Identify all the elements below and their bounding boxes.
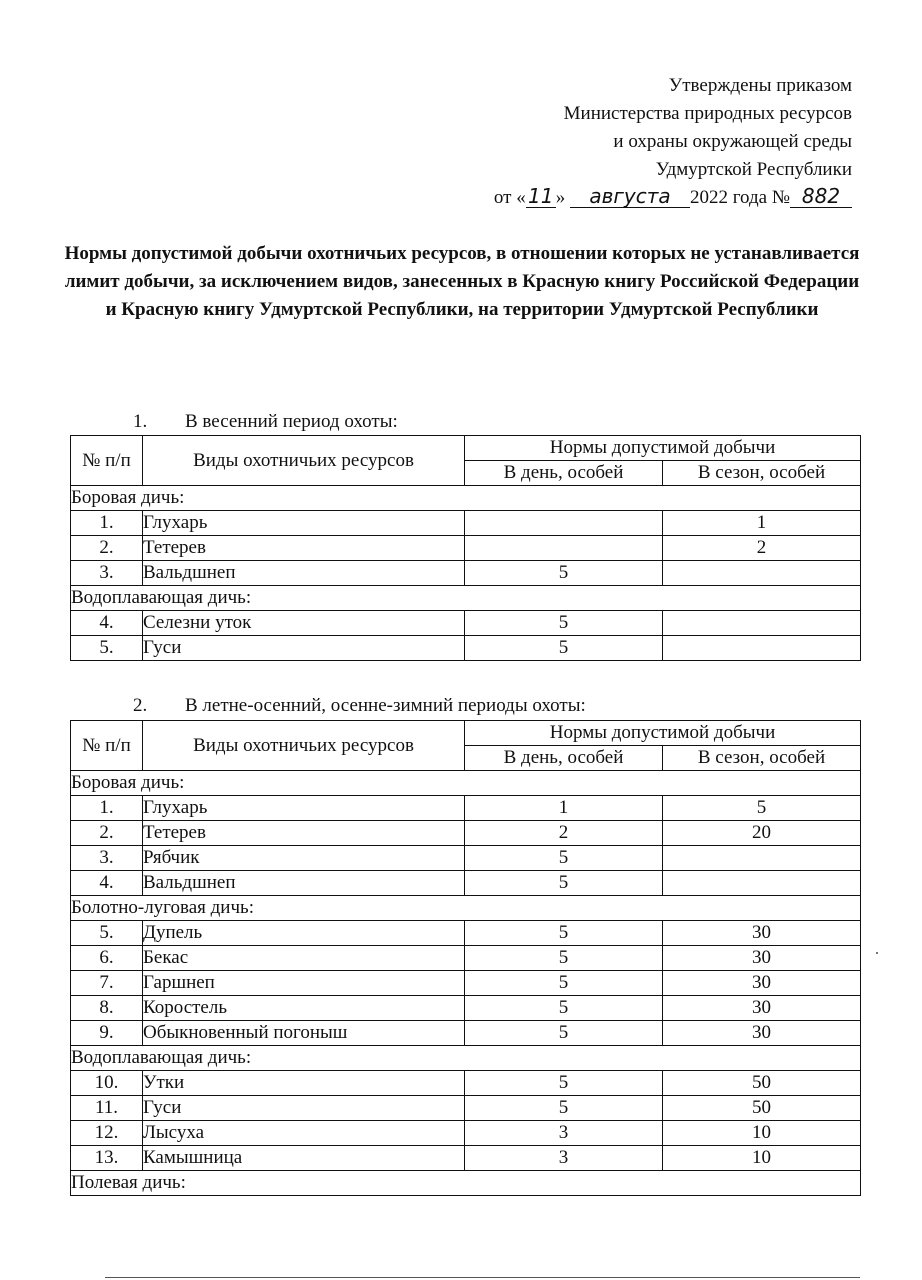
per-season-value: 10 <box>663 1146 861 1171</box>
per-day-value: 3 <box>465 1146 663 1171</box>
species-name: Утки <box>143 1071 465 1096</box>
per-day-value: 5 <box>465 1021 663 1046</box>
species-name: Тетерев <box>143 536 465 561</box>
handwritten-day: 11 <box>526 185 556 208</box>
row-number: 11. <box>71 1096 143 1121</box>
species-name: Глухарь <box>143 796 465 821</box>
row-number: 4. <box>71 611 143 636</box>
per-season-value: 30 <box>663 946 861 971</box>
table-row <box>71 636 861 661</box>
page-edge-line <box>105 1277 860 1278</box>
category-label: Боровая дичь: <box>71 486 861 511</box>
per-day-value: 5 <box>465 846 663 871</box>
category-row <box>71 1171 861 1196</box>
section-2-number: 2. <box>133 695 148 716</box>
species-name: Бекас <box>143 946 465 971</box>
per-day-value: 2 <box>465 821 663 846</box>
header-per-season: В сезон, особей <box>663 461 861 486</box>
header-species: Виды охотничьих ресурсов <box>143 721 465 771</box>
date-mid: » <box>555 187 566 208</box>
species-name: Тетерев <box>143 821 465 846</box>
species-name: Обыкновенный погоныш <box>143 1021 465 1046</box>
header-species: Виды охотничьих ресурсов <box>143 436 465 486</box>
row-number: 5. <box>71 636 143 661</box>
per-day-value: 5 <box>465 1071 663 1096</box>
species-name: Дупель <box>143 921 465 946</box>
species-name: Вальдшнеп <box>143 561 465 586</box>
per-season-value: 30 <box>663 996 861 1021</box>
table-row <box>71 1071 861 1096</box>
category-label: Водоплавающая дичь: <box>71 586 861 611</box>
category-row <box>71 1046 861 1071</box>
table-row <box>71 611 861 636</box>
header-number: № п/п <box>71 721 143 771</box>
species-name: Коростель <box>143 996 465 1021</box>
category-label: Полевая дичь: <box>71 1171 861 1196</box>
per-season-value: 30 <box>663 921 861 946</box>
header-norms: Нормы допустимой добычи <box>465 721 861 746</box>
row-number: 10. <box>71 1071 143 1096</box>
table-row <box>71 1146 861 1171</box>
row-number: 6. <box>71 946 143 971</box>
per-season-value: 2 <box>663 536 861 561</box>
table-row <box>71 536 861 561</box>
approval-block <box>494 72 852 212</box>
per-season-value <box>663 561 861 586</box>
species-name: Гуси <box>143 1096 465 1121</box>
per-season-value <box>663 871 861 896</box>
table-row <box>71 871 861 896</box>
header-number: № п/п <box>71 436 143 486</box>
species-name: Селезни уток <box>143 611 465 636</box>
per-day-value: 5 <box>465 611 663 636</box>
approval-line-2: Министерства природных ресурсов <box>563 103 852 124</box>
category-label: Боровая дичь: <box>71 771 861 796</box>
year-text: 2022 года № <box>689 187 790 208</box>
row-number: 3. <box>71 561 143 586</box>
row-number: 8. <box>71 996 143 1021</box>
species-name: Гуси <box>143 636 465 661</box>
species-name: Камышница <box>143 1146 465 1171</box>
category-row <box>71 586 861 611</box>
header-norms: Нормы допустимой добычи <box>465 436 861 461</box>
table-row <box>71 561 861 586</box>
row-number: 1. <box>71 511 143 536</box>
approval-line-4: Удмуртской Республики <box>655 159 852 180</box>
row-number: 7. <box>71 971 143 996</box>
handwritten-month: августа <box>570 185 690 208</box>
category-label: Болотно-луговая дичь: <box>71 896 861 921</box>
handwritten-order-number: 882 <box>790 185 852 208</box>
spring-norms-table <box>70 435 861 661</box>
category-label: Водоплавающая дичь: <box>71 1046 861 1071</box>
date-prefix: от « <box>493 187 526 208</box>
per-day-value: 5 <box>465 636 663 661</box>
per-season-value: 1 <box>663 511 861 536</box>
table-row <box>71 971 861 996</box>
species-name: Глухарь <box>143 511 465 536</box>
section-1-number: 1. <box>133 411 148 432</box>
per-day-value: 5 <box>465 996 663 1021</box>
per-day-value: 5 <box>465 1096 663 1121</box>
table-row <box>71 1021 861 1046</box>
header-per-day: В день, особей <box>465 746 663 771</box>
document-title: Нормы допустимой добычи охотничьих ресурсов, в отношении которых не устанавливается лимит добычи, за исключением видов, занесенных в Красную книгу Российской Федерации и Красную книгу Удмуртской Республики, на территории Удмуртской Республики <box>64 243 860 320</box>
header-per-day: В день, особей <box>465 461 663 486</box>
table-row <box>71 846 861 871</box>
per-season-value: 30 <box>663 971 861 996</box>
per-season-value <box>663 611 861 636</box>
table-row <box>71 1096 861 1121</box>
approval-line-3: и охраны окружающей среды <box>613 131 852 152</box>
per-season-value: 50 <box>663 1096 861 1121</box>
row-number: 1. <box>71 796 143 821</box>
header-per-season: В сезон, особей <box>663 746 861 771</box>
row-number: 9. <box>71 1021 143 1046</box>
summer-autumn-norms-table <box>70 720 861 1196</box>
species-name: Гаршнеп <box>143 971 465 996</box>
approval-date-line <box>494 184 852 212</box>
per-season-value <box>663 636 861 661</box>
table-row <box>71 821 861 846</box>
scan-speck <box>876 952 878 954</box>
category-row <box>71 896 861 921</box>
species-name: Рябчик <box>143 846 465 871</box>
table-row <box>71 511 861 536</box>
row-number: 13. <box>71 1146 143 1171</box>
table-row <box>71 921 861 946</box>
section-1-heading <box>133 411 398 433</box>
table-row <box>71 1121 861 1146</box>
per-season-value: 20 <box>663 821 861 846</box>
approval-line-1: Утверждены приказом <box>668 75 852 96</box>
per-day-value: 5 <box>465 921 663 946</box>
per-day-value <box>465 511 663 536</box>
per-day-value <box>465 536 663 561</box>
row-number: 2. <box>71 821 143 846</box>
per-day-value: 5 <box>465 946 663 971</box>
table-row <box>71 996 861 1021</box>
row-number: 3. <box>71 846 143 871</box>
row-number: 5. <box>71 921 143 946</box>
per-day-value: 5 <box>465 871 663 896</box>
per-day-value: 3 <box>465 1121 663 1146</box>
row-number: 12. <box>71 1121 143 1146</box>
per-season-value: 10 <box>663 1121 861 1146</box>
per-day-value: 5 <box>465 561 663 586</box>
table-row <box>71 796 861 821</box>
species-name: Вальдшнеп <box>143 871 465 896</box>
row-number: 4. <box>71 871 143 896</box>
row-number: 2. <box>71 536 143 561</box>
table-row <box>71 946 861 971</box>
category-row <box>71 771 861 796</box>
per-season-value <box>663 846 861 871</box>
per-season-value: 50 <box>663 1071 861 1096</box>
section-1-title: В весенний период охоты: <box>185 411 398 432</box>
per-day-value: 5 <box>465 971 663 996</box>
species-name: Лысуха <box>143 1121 465 1146</box>
section-2-title: В летне-осенний, осенне-зимний периоды охоты: <box>185 695 586 716</box>
section-2-heading <box>133 695 586 717</box>
per-day-value: 1 <box>465 796 663 821</box>
per-season-value: 30 <box>663 1021 861 1046</box>
per-season-value: 5 <box>663 796 861 821</box>
category-row <box>71 486 861 511</box>
